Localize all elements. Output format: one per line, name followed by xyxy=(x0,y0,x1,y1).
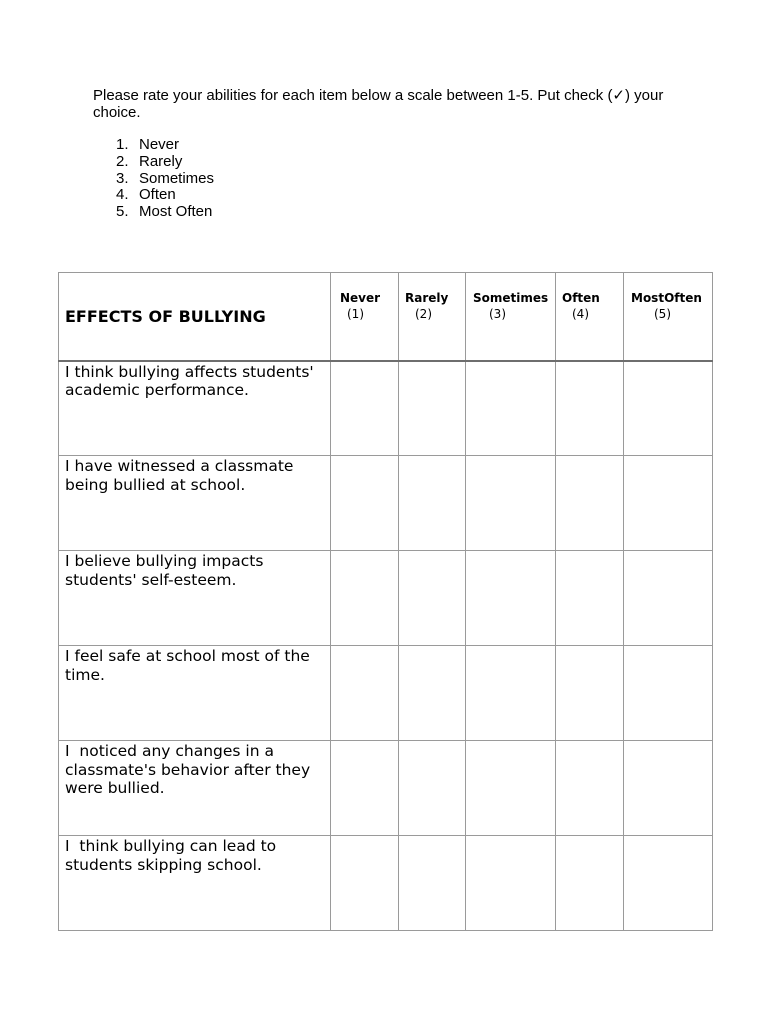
rating-cell-never[interactable] xyxy=(331,646,399,741)
column-header-label: Never xyxy=(340,291,381,305)
rating-cell-rarely[interactable] xyxy=(399,741,466,836)
rating-cell-sometimes[interactable] xyxy=(466,456,556,551)
bullying-survey-table xyxy=(58,272,713,931)
scale-item-number: 3. xyxy=(116,169,129,187)
rating-cell-often[interactable] xyxy=(556,646,624,741)
statement-cell: I feel safe at school most of the time. xyxy=(59,646,331,741)
scale-item xyxy=(93,187,673,204)
scale-item-label: Often xyxy=(139,186,176,204)
rating-cell-often[interactable] xyxy=(556,836,624,931)
scale-item-number: 2. xyxy=(116,152,129,170)
scale-item-number: 1. xyxy=(116,136,129,153)
table-row xyxy=(59,741,713,836)
table-title: EFFECTS OF BULLYING xyxy=(59,273,331,361)
table-row xyxy=(59,456,713,551)
column-header-value: (2) xyxy=(415,307,432,321)
rating-cell-most-often[interactable] xyxy=(624,551,713,646)
scale-item xyxy=(93,154,673,171)
column-header-value: (4) xyxy=(572,307,589,321)
statement-cell: I noticed any changes in a classmate's behavior after they were bullied. xyxy=(59,741,331,836)
rating-cell-sometimes[interactable] xyxy=(466,836,556,931)
rating-cell-never[interactable] xyxy=(331,836,399,931)
rating-cell-often[interactable] xyxy=(556,551,624,646)
table-row xyxy=(59,551,713,646)
column-header-label: Often xyxy=(562,291,600,305)
column-header-rarely xyxy=(399,273,466,361)
rating-cell-rarely[interactable] xyxy=(399,361,466,456)
column-header-often xyxy=(556,273,624,361)
table-row xyxy=(59,836,713,931)
scale-item-number: 4. xyxy=(116,186,129,204)
scale-item-number: 5. xyxy=(116,203,129,221)
rating-cell-never[interactable] xyxy=(331,361,399,456)
rating-cell-often[interactable] xyxy=(556,456,624,551)
rating-cell-sometimes[interactable] xyxy=(466,646,556,741)
scale-item xyxy=(93,171,673,188)
scale-item-label: Most Often xyxy=(139,203,213,221)
rating-cell-often[interactable] xyxy=(556,361,624,456)
rating-cell-sometimes[interactable] xyxy=(466,741,556,836)
column-header-never xyxy=(331,273,399,361)
rating-cell-most-often[interactable] xyxy=(624,741,713,836)
column-header-most-often xyxy=(624,273,713,361)
column-header-label: MostOften xyxy=(631,291,702,305)
scale-item-label: Rarely xyxy=(139,152,183,170)
instructions-text: Please rate your abilities for each item below a scale between 1-5. Put check (✓) your choice. xyxy=(93,87,664,121)
rating-cell-never[interactable] xyxy=(331,551,399,646)
table-row xyxy=(59,646,713,741)
column-header-value: (5) xyxy=(654,307,671,321)
rating-cell-sometimes[interactable] xyxy=(466,361,556,456)
scale-item-label: Never xyxy=(139,136,180,153)
column-header-value: (1) xyxy=(347,307,364,321)
rating-cell-rarely[interactable] xyxy=(399,836,466,931)
scale-item-label: Sometimes xyxy=(139,169,215,187)
column-header-sometimes xyxy=(466,273,556,361)
rating-cell-most-often[interactable] xyxy=(624,361,713,456)
column-header-label: Rarely xyxy=(405,291,449,305)
rating-cell-rarely[interactable] xyxy=(399,646,466,741)
statement-cell: I think bullying affects students' academic performance. xyxy=(59,361,331,456)
rating-cell-often[interactable] xyxy=(556,741,624,836)
statement-cell: I believe bullying impacts students' self-esteem. xyxy=(59,551,331,646)
scale-item xyxy=(93,204,673,221)
rating-scale-list xyxy=(93,137,673,221)
instructions-block xyxy=(93,87,673,221)
rating-cell-most-often[interactable] xyxy=(624,836,713,931)
rating-cell-rarely[interactable] xyxy=(399,456,466,551)
rating-cell-never[interactable] xyxy=(331,741,399,836)
column-header-value: (3) xyxy=(489,307,506,321)
scale-item xyxy=(93,137,673,154)
rating-cell-rarely[interactable] xyxy=(399,551,466,646)
rating-cell-sometimes[interactable] xyxy=(466,551,556,646)
rating-cell-most-often[interactable] xyxy=(624,456,713,551)
rating-cell-never[interactable] xyxy=(331,456,399,551)
table-header-row xyxy=(59,273,713,361)
statement-cell: I have witnessed a classmate being bullied at school. xyxy=(59,456,331,551)
rating-cell-most-often[interactable] xyxy=(624,646,713,741)
table-row xyxy=(59,361,713,456)
column-header-label: Sometimes xyxy=(473,291,549,305)
statement-cell: I think bullying can lead to students skipping school. xyxy=(59,836,331,931)
